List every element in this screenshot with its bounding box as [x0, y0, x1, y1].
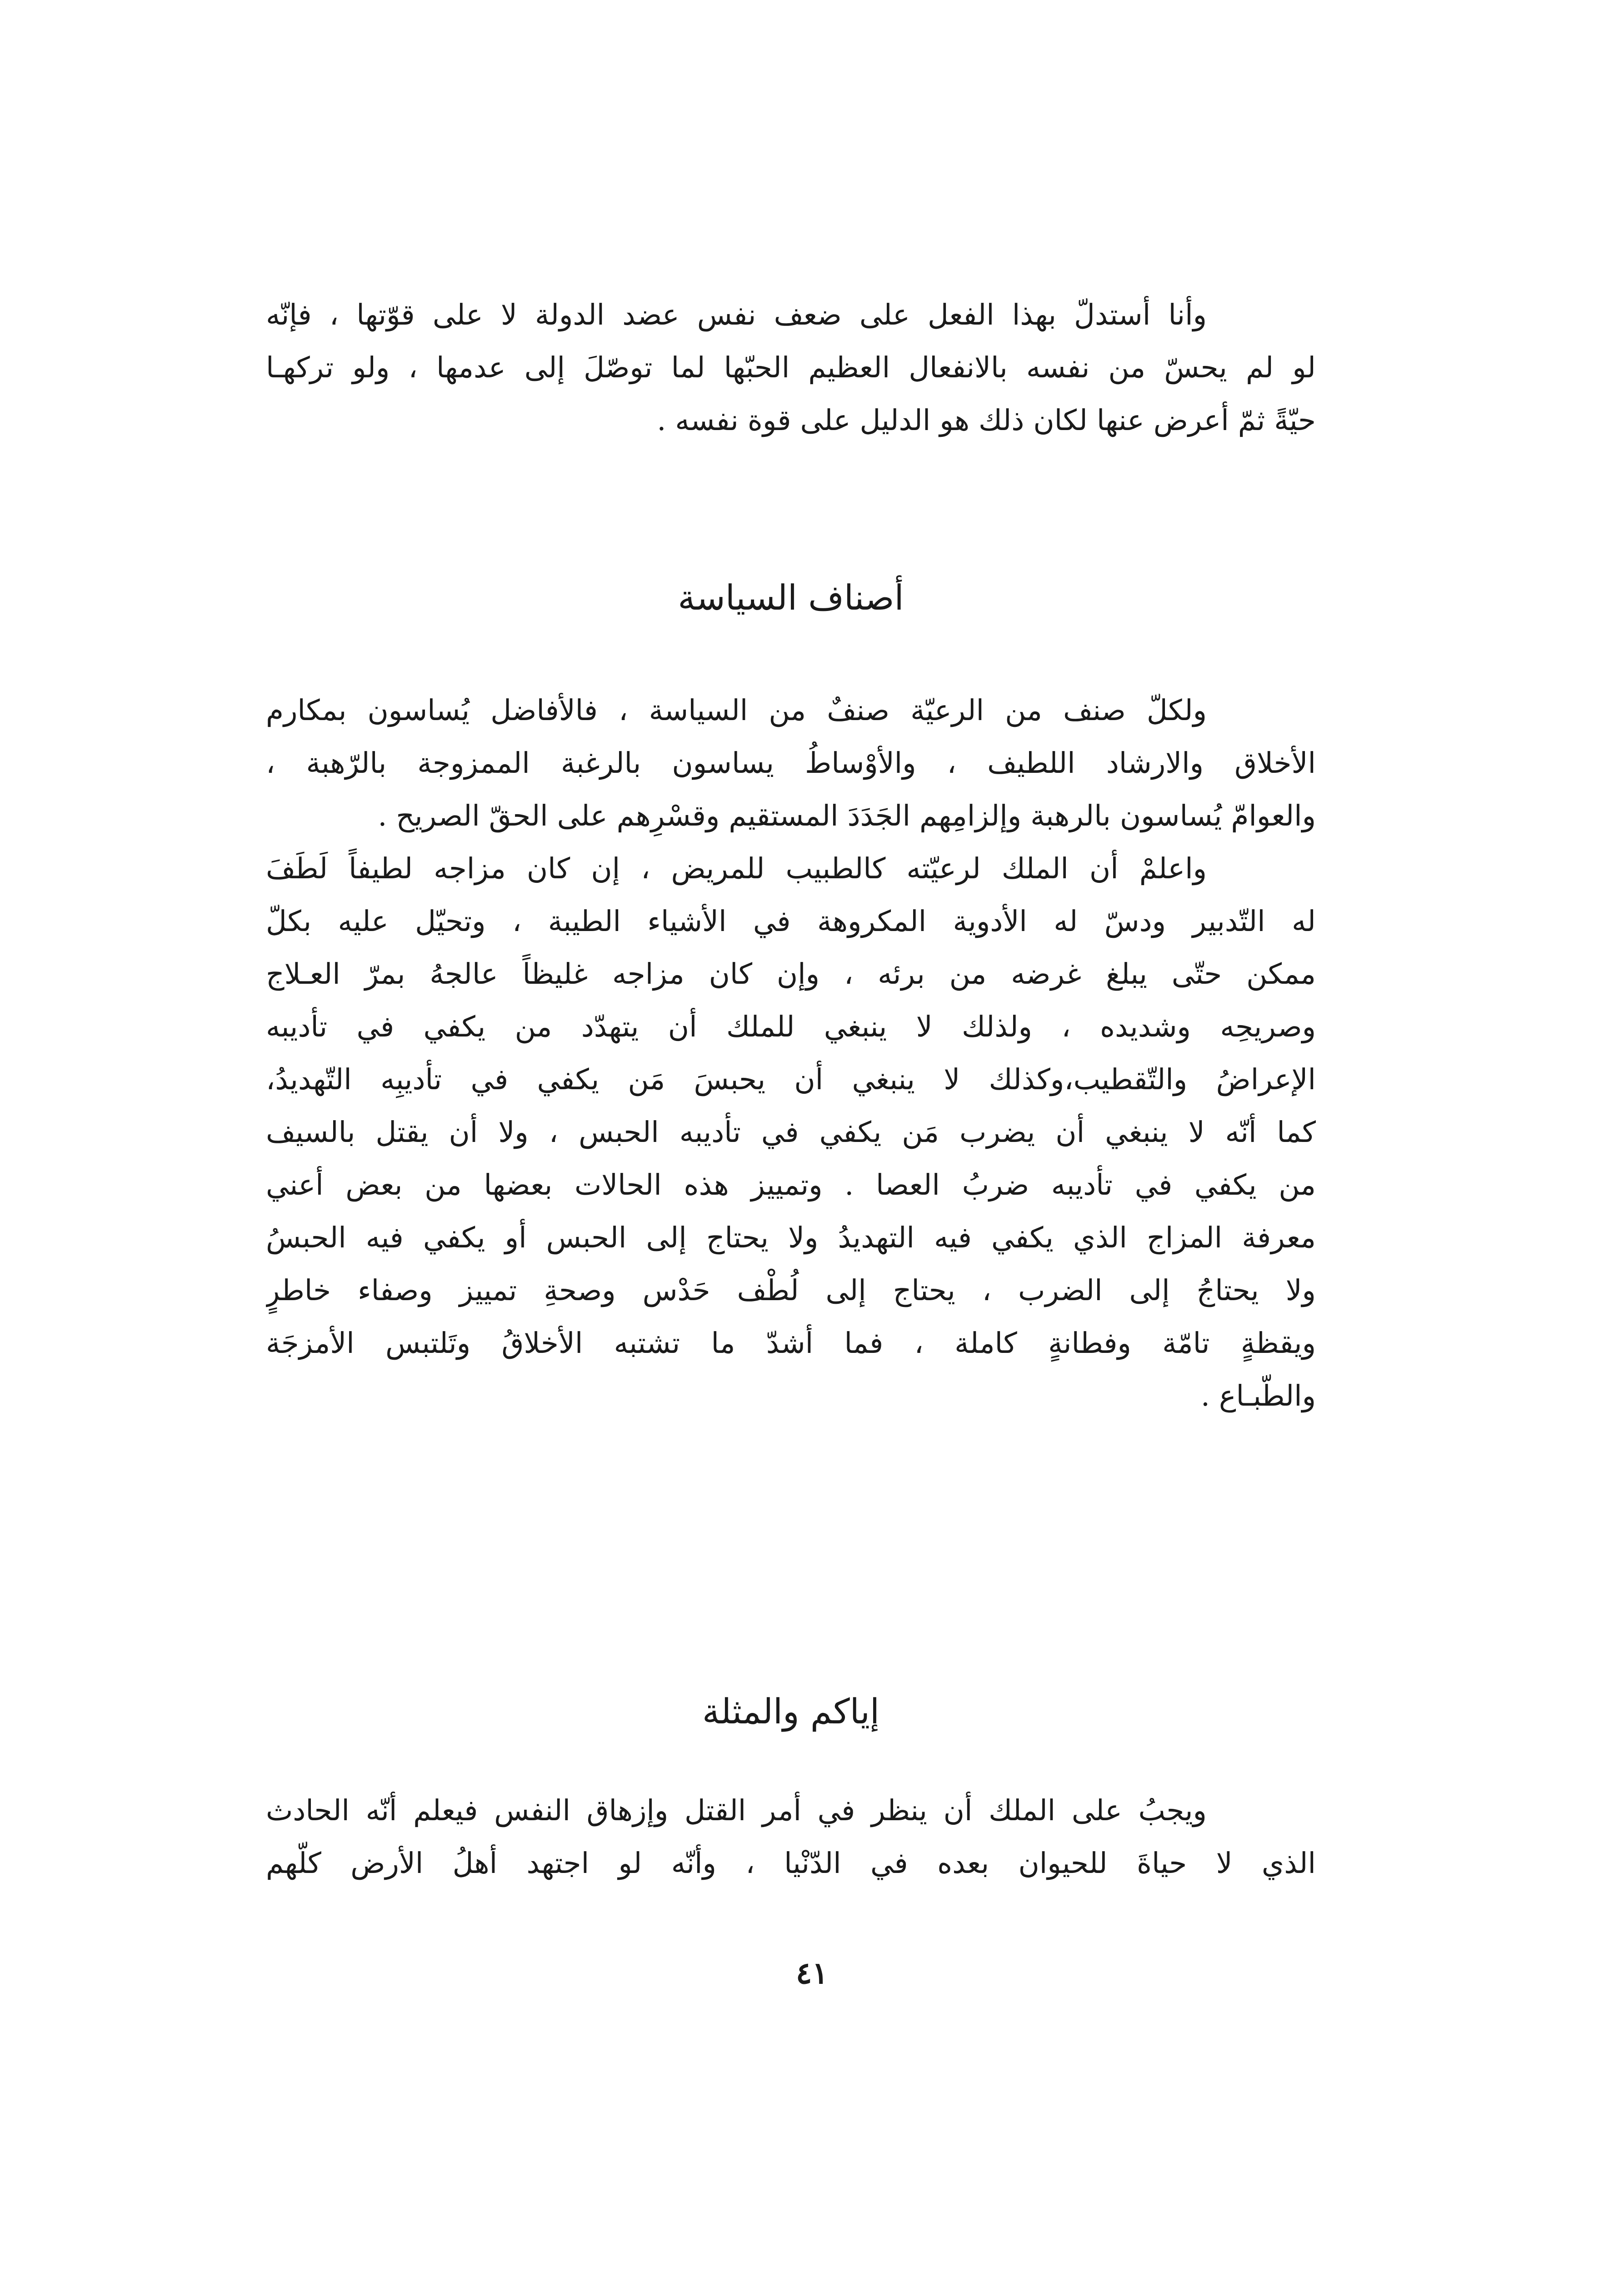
- text-line: الذي لا حياةَ للحيوان بعده في الدّنْيا ، وأنّه لو اجتهد أهلُ الأرض كلّهم: [266, 1847, 1316, 1880]
- text-line: من يكفي في تأديبه ضربُ العصا . وتمييز هذه الحالات بعضها من بعض أعني: [266, 1168, 1316, 1202]
- text-line: والطّبـاع .: [1200, 1379, 1316, 1412]
- text-line: وصريحِه وشديده ، ولذلك لا ينبغي للملك أن يتهدّد من يكفي في تأديبه: [266, 1010, 1316, 1043]
- text-line: لو لم يحسّ من نفسه بالانفعال العظيم الحبّها لما توصّلَ إلى عدمها ، ولو تركهـا: [266, 351, 1316, 384]
- text-line: ويقظةٍ تامّة وفطانةٍ كاملة ، فما أشدّ ما تشتبه الأخلاقُ وتَلتبس الأمزجَة: [266, 1327, 1316, 1360]
- text-line: ممكن حتّى يبلغ غرضه من برئه ، وإن كان مزاجه غليظاً عالجهُ بمرّ العـلاج: [266, 957, 1316, 991]
- text-line: والعوامّ يُساسون بالرهبة وإلزامِهم الجَدَدَ المستقيم وقسْرِهم على الحقّ الصريح .: [378, 799, 1316, 832]
- text-line: معرفة المزاج الذي يكفي فيه التهديدُ ولا يحتاج إلى الحبس أو يكفي فيه الحبسُ: [266, 1221, 1316, 1254]
- text-line: واعلمْ أن الملك لرعيّته كالطبيب للمريض ، إن كان مزاجه لطيفاً لَطَفَ: [266, 852, 1207, 885]
- page-number: ٤١: [796, 1955, 828, 1991]
- text-line: ويجبُ على الملك أن ينظر في أمر القتل وإزهاق النفس فيعلم أنّه الحادث: [266, 1794, 1207, 1827]
- paragraph-opening: [266, 289, 1316, 447]
- text-line: وأنا أستدلّ بهذا الفعل على ضعف نفس عضد الدولة لا على قوّتها ، فإنّه: [266, 298, 1207, 331]
- section-heading-beware-mutilation: إياكم والمثلة: [702, 1691, 880, 1732]
- text-line: ولكلّ صنف من الرعيّة صنفٌ من السياسة ، فالأفاضل يُساسون بمكارم: [266, 694, 1207, 727]
- text-line: له التّدبير ودسّ له الأدوية المكروهة في الأشياء الطيبة ، وتحيّل عليه بكلّ: [266, 905, 1316, 938]
- text-line: ولا يحتاجُ إلى الضرب ، يحتاج إلى لُطْف حَدْس وصحةِ تمييز وصفاء خاطرٍ: [266, 1274, 1316, 1307]
- paragraph-politics: [266, 684, 1316, 842]
- text-line: الأخلاق والارشاد اللطيف ، والأوْساطُ يساسون بالرغبة الممزوجة بالرّهبة ،: [266, 746, 1316, 780]
- text-line: حيّةً ثمّ أعرض عنها لكان ذلك هو الدليل على قوة نفسه .: [657, 404, 1316, 437]
- text-line: كما أنّه لا ينبغي أن يضرب مَن يكفي في تأديبه الحبس ، ولا أن يقتل بالسيف: [266, 1116, 1316, 1149]
- text-line: الإعراضُ والتّقطيب،وكذلك لا ينبغي أن يحبسَ مَن يكفي في تأديبِه التّهديدُ،: [266, 1063, 1316, 1096]
- paragraph-king-as-physician: [266, 842, 1316, 1422]
- paragraph-killing: [266, 1784, 1316, 1890]
- section-heading-types-of-politics: أصناف السياسة: [678, 577, 904, 618]
